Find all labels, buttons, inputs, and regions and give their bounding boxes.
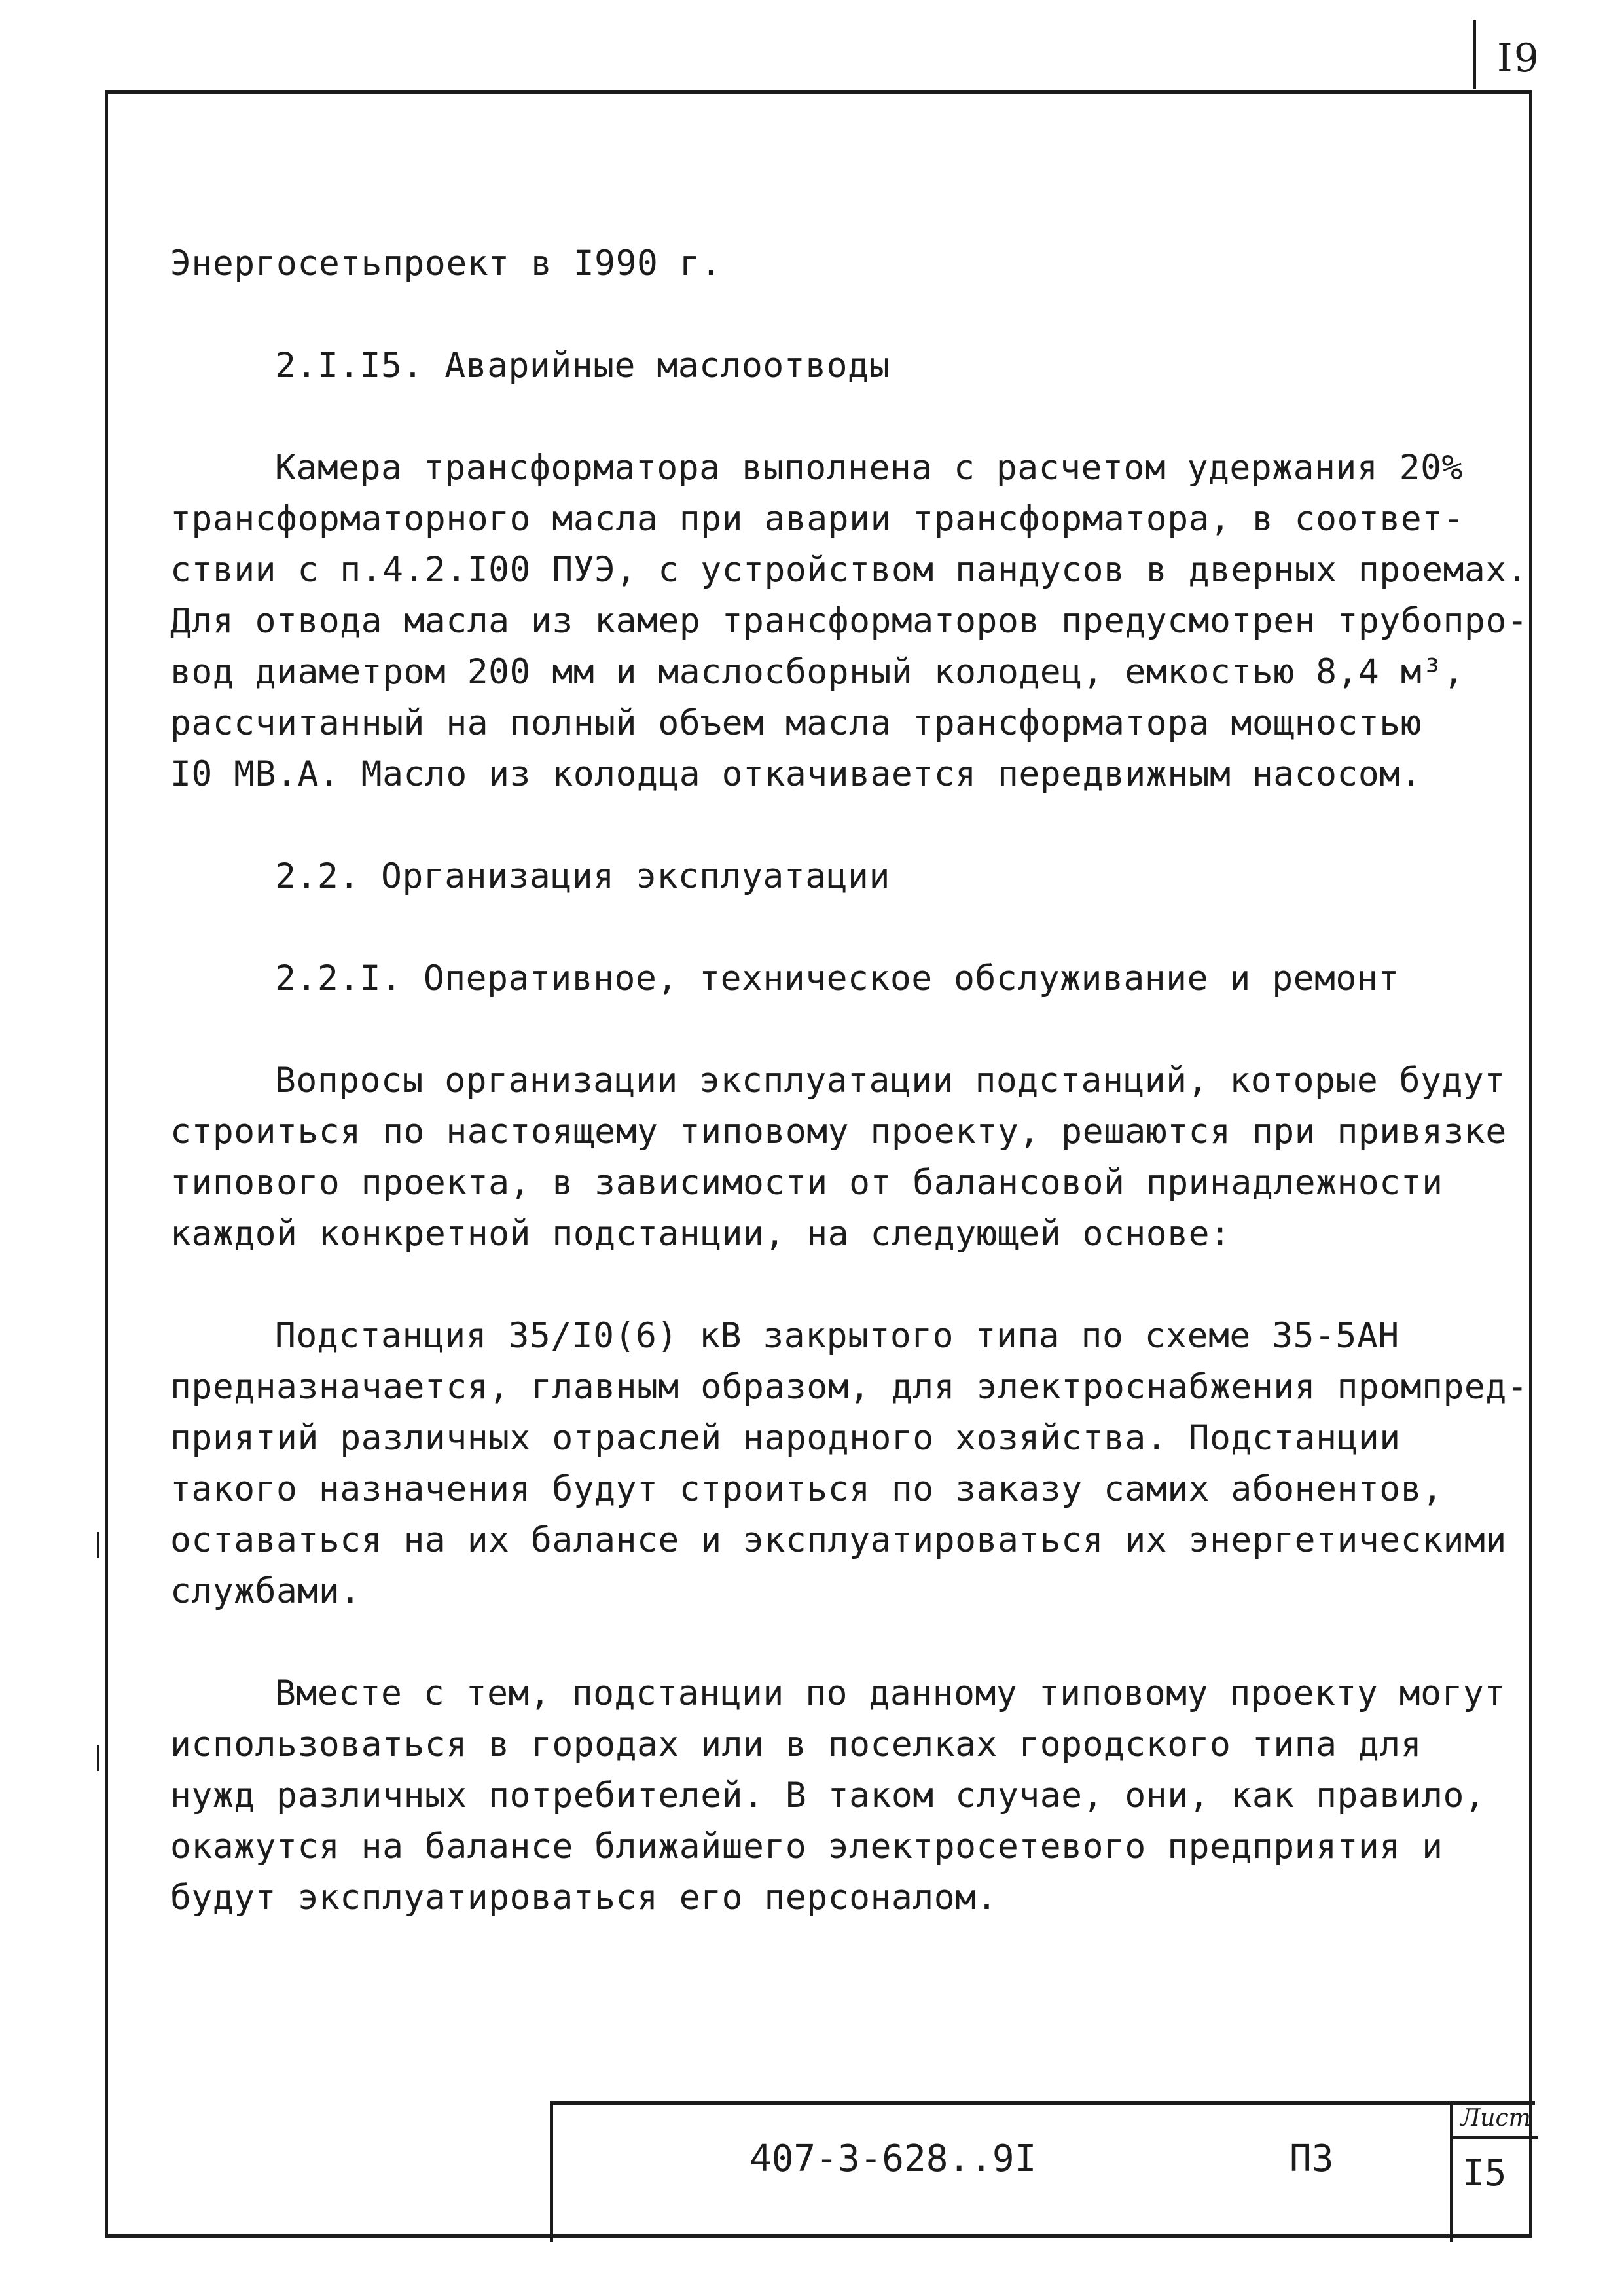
paragraph-line: Камера трансформатора выполнена с расчетом удержания 20% — [275, 448, 1463, 488]
paragraph-line: Для отвода масла из камер трансформаторов предусмотрен трубопро- — [170, 601, 1528, 641]
paragraph-line: службами. — [170, 1571, 361, 1611]
paragraph-gap — [170, 289, 1525, 340]
sheet-number: I5 — [1462, 2152, 1507, 2195]
section-heading: 2.2.I. Оперативное, техническое обслуживание и ремонт — [275, 958, 1399, 998]
paragraph-gap — [170, 800, 1525, 851]
title-block — [550, 2101, 1535, 2242]
paragraph-line: Подстанция 35/I0(6) кВ закрытого типа по схеме 35-5АН — [275, 1316, 1399, 1356]
paragraph-gap — [170, 902, 1525, 953]
corner-page-number — [1473, 20, 1624, 89]
paragraph-line: приятий различных отраслей народного хозяйства. Подстанции — [170, 1418, 1401, 1458]
paragraph-line: Вместе с тем, подстанции по данному типовому проекту могут — [275, 1673, 1506, 1713]
paragraph-line: строиться по настоящему типовому проекту, решаются при привязке — [170, 1112, 1507, 1152]
paragraph-gap — [170, 1260, 1525, 1311]
page-frame — [105, 90, 1532, 2238]
paragraph-line: оставаться на их балансе и эксплуатироваться их энергетическими — [170, 1520, 1507, 1560]
paragraph-line: ствии с п.4.2.I00 ПУЭ, с устройством пандусов в дверных проемах. — [170, 550, 1528, 590]
paragraph-line: I0 МВ.А. Масло из колодца откачивается передвижным насосом. — [170, 754, 1422, 794]
paragraph-line: предназначается, главным образом, для электроснабжения промпред- — [170, 1367, 1528, 1407]
paragraph-line: Энергосетьпроект в I990 г. — [170, 244, 722, 283]
document-code: 407-3-628..9I — [749, 2138, 1037, 2180]
paragraph-gap — [170, 392, 1525, 443]
paragraph-line: использоваться в городах или в поселках городского типа для — [170, 1724, 1422, 1764]
paragraph-line: рассчитанный на полный объем масла трансформатора мощностью — [170, 703, 1422, 743]
paragraph-line: каждой конкретной подстанции, на следующей основе: — [170, 1214, 1231, 1254]
section-heading: 2.I.I5. Аварийные маслоотводы — [275, 346, 890, 386]
paragraph-gap — [170, 1004, 1525, 1055]
document-type: ПЗ — [1290, 2138, 1334, 2180]
paragraph-line: нужд различных потребителей. В таком случае, они, как правило, — [170, 1776, 1486, 1815]
section-heading: 2.2. Организация эксплуатации — [275, 856, 890, 896]
sheet-label: Лист — [1453, 2101, 1538, 2139]
paragraph-line: типового проекта, в зависимости от балансовой принадлежности — [170, 1163, 1443, 1203]
paragraph-line: такого назначения будут строиться по заказу самих абонентов, — [170, 1469, 1443, 1509]
paragraph-gap — [170, 1617, 1525, 1668]
paragraph-line: Вопросы организации эксплуатации подстанций, которые будут — [275, 1061, 1506, 1101]
corner-page-number-text: I9 — [1497, 35, 1540, 81]
paragraph-line: трансформаторного масла при аварии трансформатора, в соответ- — [170, 499, 1464, 539]
paragraph-line: вод диаметром 200 мм и маслосборный колодец, емкостью 8,4 м³, — [170, 652, 1464, 692]
sheet-cell — [1450, 2101, 1538, 2242]
paragraph-line: окажутся на балансе ближайшего электросетевого предприятия и — [170, 1827, 1443, 1867]
paragraph-line: будут эксплуатироваться его персоналом. — [170, 1878, 998, 1918]
document-body — [170, 238, 1528, 1923]
